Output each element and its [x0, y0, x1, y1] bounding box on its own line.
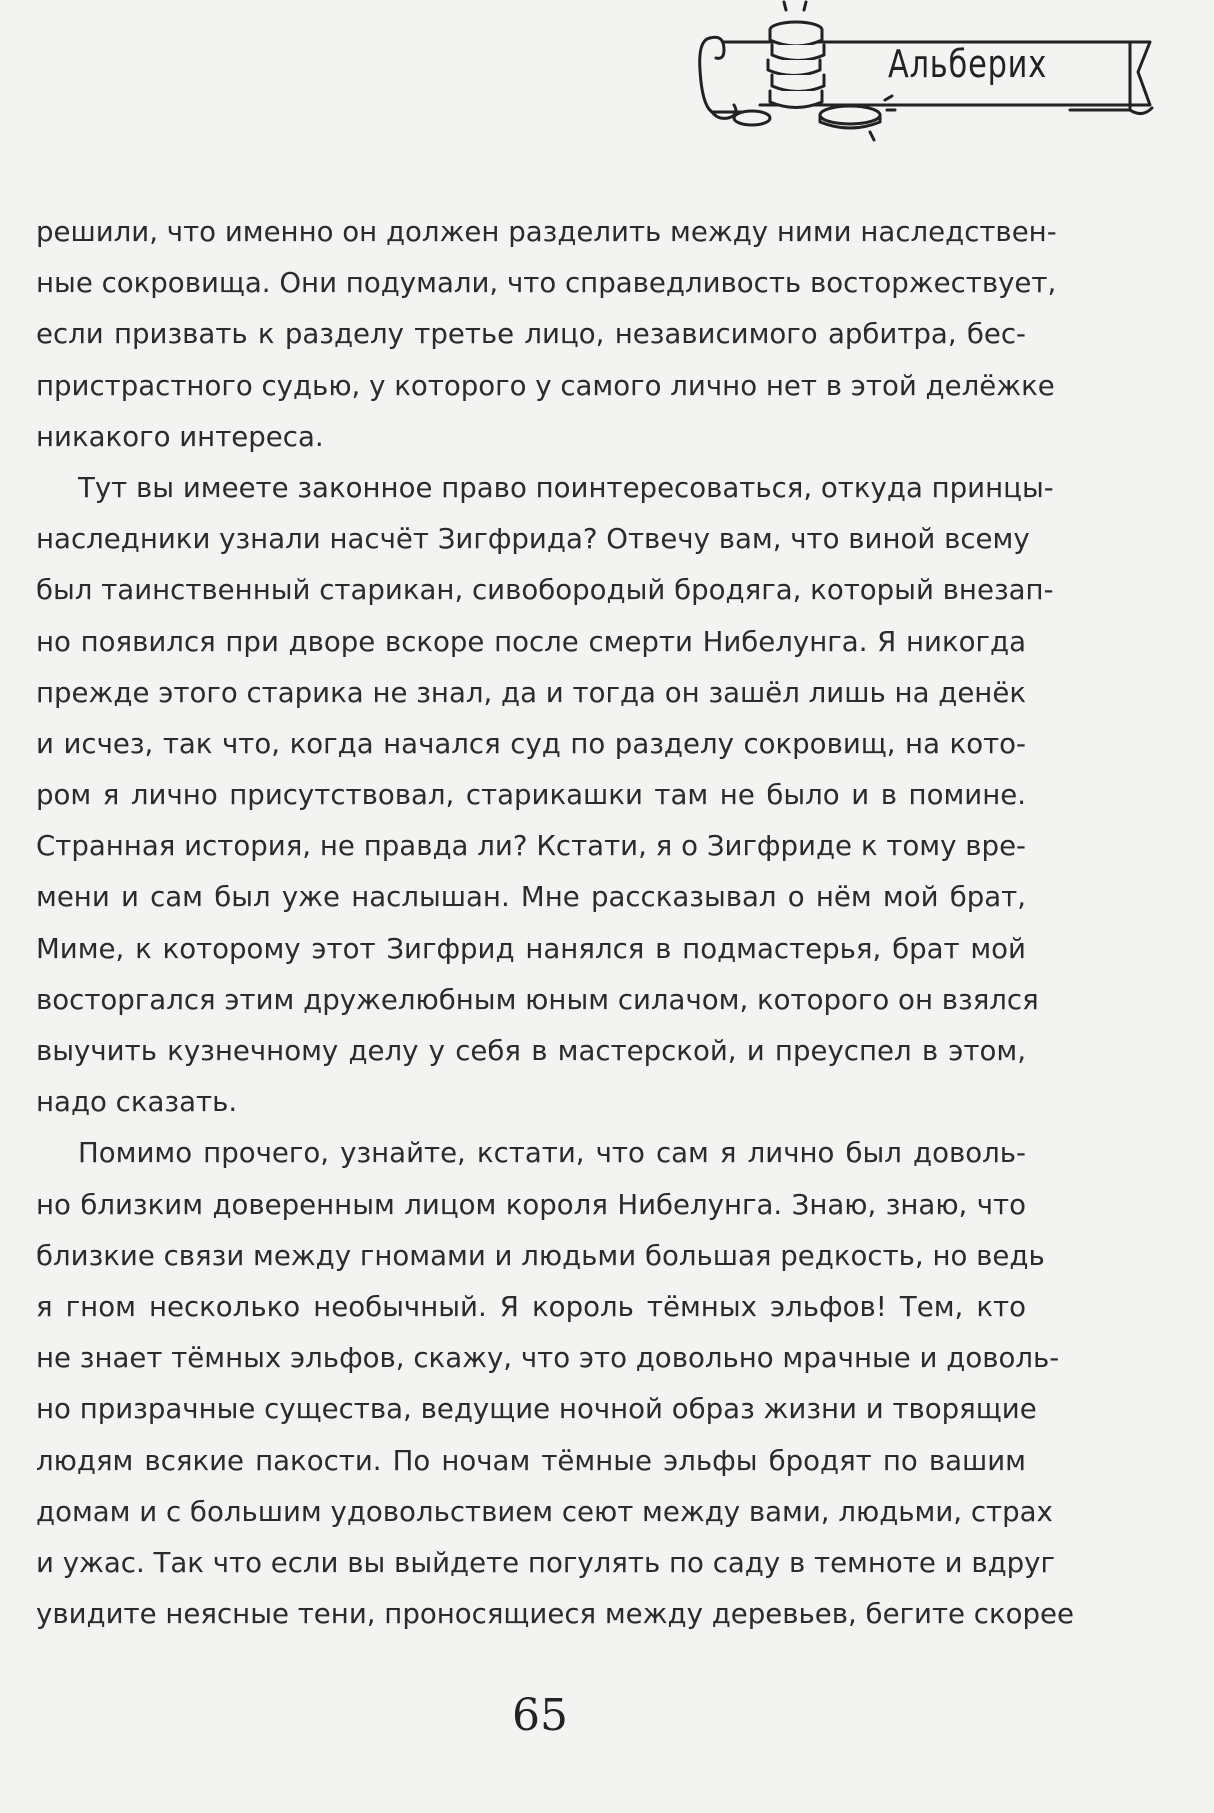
text-line: надо сказать. — [36, 1085, 238, 1119]
text-line: ные сокровища. Они подумали, что справедливость восторжествует, — [36, 266, 1057, 300]
text-line: людям всякие пакости. По ночам тёмные эльфы бродят по вашим — [36, 1443, 1026, 1477]
text-line: Помимо прочего, узнайте, кстати, что сам я лично был доволь- — [78, 1136, 1026, 1170]
text-line: восторгался этим дружелюбным юным силачом, которого он взялся — [36, 982, 1039, 1016]
text-line: и исчез, так что, когда начался суд по разделу сокровищ, на кото- — [36, 726, 1026, 760]
text-line: увидите неясные тени, проносящиеся между деревьев, бегите скорее — [36, 1597, 1074, 1631]
chapter-header-title: Альберих — [887, 42, 1048, 86]
paragraph — [36, 206, 1057, 462]
text-line: но появился при дворе вскоре после смерти Нибелунга. Я никогда — [36, 624, 1026, 658]
text-line: решили, что именно он должен разделить между ними наследствен- — [36, 215, 1057, 248]
text-line: Миме, к которому этот Зигфрид нанялся в подмастерья, брат мой — [36, 931, 1026, 965]
text-line: не знает тёмных эльфов, скажу, что это довольно мрачные и доволь- — [36, 1341, 1060, 1375]
text-line: но близким доверенным лицом короля Нибелунга. Знаю, знаю, что — [36, 1187, 1026, 1221]
text-line: никакого интереса. — [36, 419, 324, 453]
text-line: если призвать к разделу третье лицо, независимого арбитра, бес- — [36, 317, 1026, 351]
text-line: я гном несколько необычный. Я король тёмных эльфов! Тем, кто — [36, 1289, 1026, 1323]
page-number: 65 — [512, 1690, 568, 1741]
text-line: близкие связи между гномами и людьми большая редкость, но ведь — [36, 1238, 1045, 1272]
paragraph — [36, 1127, 1074, 1639]
text-line: был таинственный старикан, сивобородый бродяга, который внезап- — [36, 573, 1054, 607]
text-line: пристрастного судью, у которого у самого лично нет в этой делёжке — [36, 368, 1055, 402]
text-line: Странная история, не правда ли? Кстати, я о Зигфриде к тому вре- — [36, 829, 1026, 863]
body-text — [36, 206, 1074, 1639]
text-line: Тут вы имеете законное право поинтересоваться, откуда принцы- — [78, 470, 1054, 504]
text-line: выучить кузнечному делу у себя в мастерской, и преуспел в этом, — [36, 1034, 1026, 1067]
text-line: мени и сам был уже наслышан. Мне рассказывал о нём мой брат, — [36, 880, 1026, 914]
text-line: домам и с большим удовольствием сеют между вами, людьми, страх — [36, 1494, 1053, 1528]
text-line: наследники узнали насчёт Зигфрида? Отвечу вам, что виной всему — [36, 522, 1030, 556]
text-line: ром я лично присутствовал, старикашки там не было и в помине. — [36, 778, 1026, 812]
text-line: прежде этого старика не знал, да и тогда он зашёл лишь на денёк — [36, 675, 1026, 709]
text-line: и ужас. Так что если вы выйдете погулять по саду в темноте и вдруг — [36, 1545, 1056, 1579]
paragraph — [36, 462, 1054, 1127]
text-line: но призрачные существа, ведущие ночной образ жизни и творящие — [36, 1392, 1037, 1426]
